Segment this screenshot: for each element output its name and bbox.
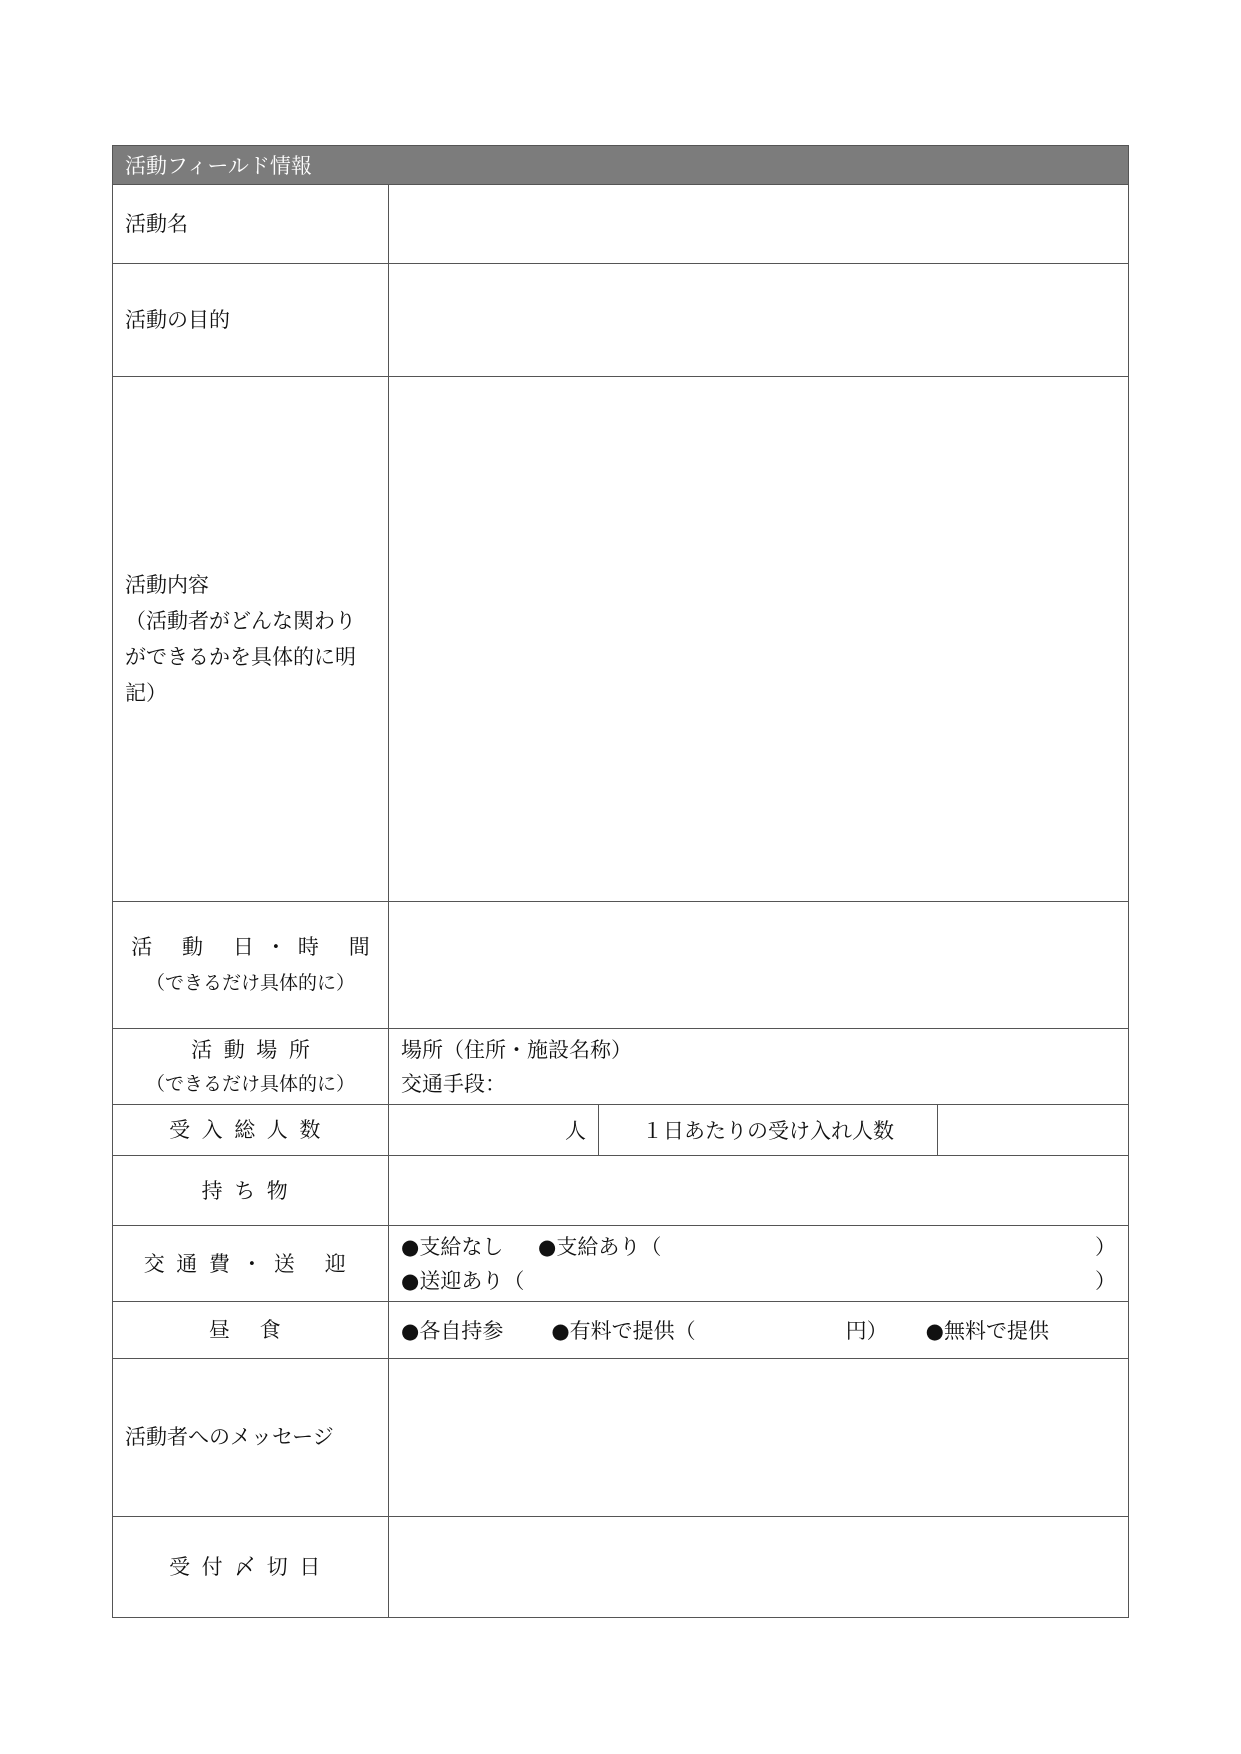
activity-content-field[interactable] [389,377,1129,902]
place-address-line: 場所（住所・施設名称） [401,1037,632,1062]
activity-field-form [112,145,1129,1618]
total-capacity-field[interactable] [389,1105,599,1156]
content-label-line-4: 記） [125,681,167,705]
form-header: 活動フィールド情報 [113,146,1129,185]
lunch-paid-option[interactable]: ●有料で提供（ [551,1319,696,1343]
per-day-capacity-label: １日あたりの受け入れ人数 [599,1105,938,1156]
activity-place-label [113,1029,389,1105]
activity-datetime-label [113,902,389,1029]
transport-none-option[interactable]: ●支給なし [401,1234,504,1259]
transport-paid-option[interactable]: ●支給あり（ [538,1234,662,1259]
pickup-option[interactable]: ●送迎あり（ [401,1268,525,1293]
activity-content-label [113,377,389,902]
activity-place-field[interactable] [389,1029,1129,1105]
transport-label: 交通費・送 迎 [113,1226,389,1302]
capacity-unit: 人 [565,1119,586,1143]
lunch-yen-unit: 円） [845,1319,888,1343]
activity-datetime-field[interactable] [389,902,1129,1029]
deadline-label: 受付〆切日 [113,1517,389,1618]
datetime-label-main: 活 動 日・時 間 [131,935,382,959]
content-label-line-3: ができるかを具体的に明 [125,645,356,669]
pickup-close: ） [1095,1268,1117,1293]
content-label-line-2: （活動者がどんな関わり [125,609,356,633]
place-transport-line: 交通手段： [401,1071,506,1096]
transport-paid-close: ） [1095,1234,1117,1259]
activity-purpose-field[interactable] [389,264,1129,377]
transport-field[interactable] [389,1226,1129,1302]
content-label-line-1: 活動内容 [125,573,209,597]
message-field[interactable] [389,1359,1129,1517]
activity-name-field[interactable] [389,185,1129,264]
activity-purpose-label: 活動の目的 [113,264,389,377]
total-capacity-label: 受入総人数 [113,1105,389,1156]
lunch-label: 昼 食 [113,1302,389,1359]
place-label-main: 活動場所 [191,1037,322,1062]
belongings-label: 持ち物 [113,1156,389,1226]
belongings-field[interactable] [389,1156,1129,1226]
lunch-own-option[interactable]: ●各自持参 [401,1319,504,1343]
message-label: 活動者へのメッセージ [113,1359,389,1517]
datetime-label-sub: （できるだけ具体的に） [145,972,355,994]
per-day-capacity-field[interactable] [938,1105,1129,1156]
lunch-free-option[interactable]: ●無料で提供 [925,1319,1049,1343]
activity-name-label: 活動名 [113,185,389,264]
place-label-sub: （できるだけ具体的に） [145,1072,355,1095]
lunch-field[interactable] [389,1302,1129,1359]
deadline-field[interactable] [389,1517,1129,1618]
